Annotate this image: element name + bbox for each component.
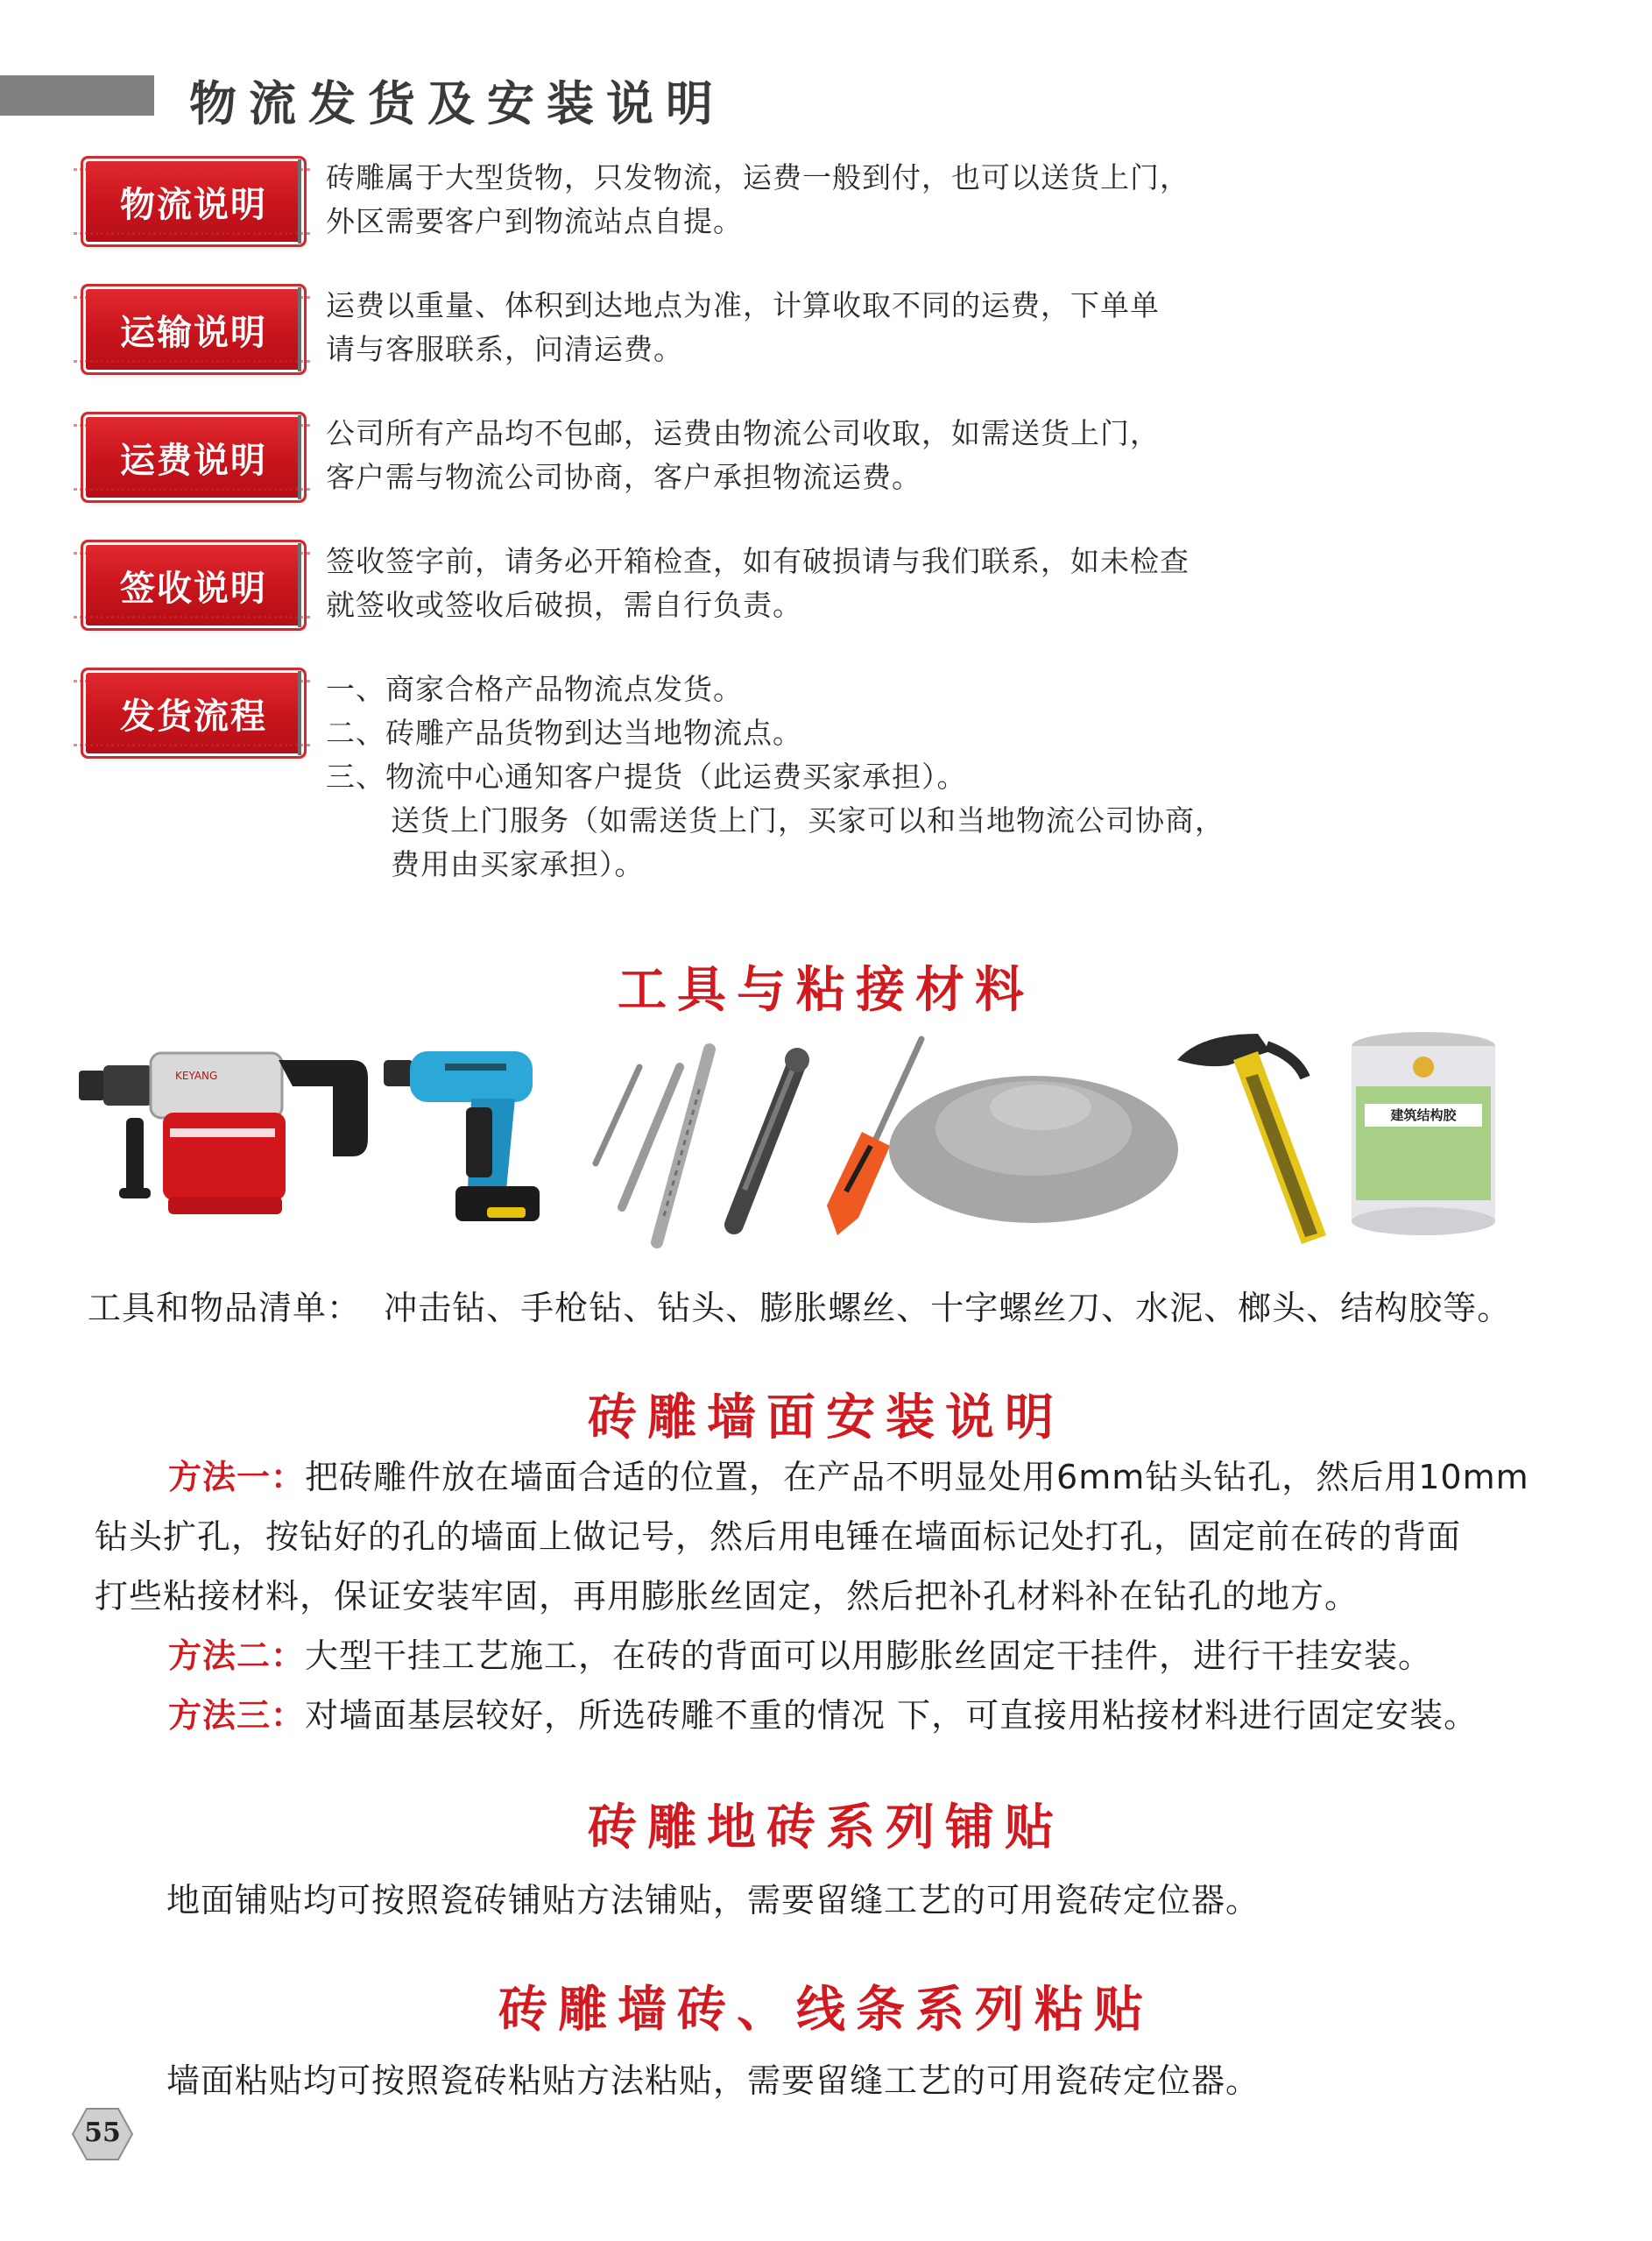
structural-glue-icon [1340,1025,1507,1244]
drill-bits-icon [569,1032,718,1251]
text-line: 请与客服联系，问清运费。 [326,332,683,366]
tool-list-text: 冲击钻、手枪钻、钻头、膨胀螺丝、十字螺丝刀、水泥、榔头、结构胶等。 [384,1289,1512,1327]
delivery-steps [326,668,1377,887]
logistics-text [326,156,1324,244]
hammer-icon [1174,1025,1340,1253]
badge-signing: 签收说明 [86,545,301,626]
method-2-line: 方法二：大型干挂工艺施工，在砖的背面可以用膨胀丝固定干挂件，进行干挂安装。 [168,1637,1433,1675]
cement-icon [885,1051,1183,1227]
text-line: 客户需与物流公司协商，客户承担物流运费。 [326,460,921,494]
step-item: 一、商家合格产品物流点发货。 [326,672,743,706]
text-line: 外区需要客户到物流站点自提。 [326,204,743,238]
tool-list [88,1281,1511,1329]
divider-bar [298,671,301,755]
drill-brand: KEYANG [175,1070,218,1082]
step-note: 送货上门服务（如需送货上门，买家可以和当地物流公司协商， [391,803,1225,838]
method-3-label: 方法三： [168,1696,306,1735]
floor-tiles-title: 砖雕地砖系列铺贴 [588,1799,1064,1856]
badge-logistics: 物流说明 [86,161,301,242]
divider-bar [298,159,301,244]
signing-text [326,540,1324,627]
text-line: 签收签字前，请务必开箱检查，如有破损请与我们联系，如未检查 [326,544,1190,578]
divider-bar [298,543,301,627]
method-1-line: 打些粘接材料，保证安装牢固，再用膨胀丝固定，然后把补孔材料补在钻孔的地方。 [95,1577,1359,1615]
badge-freight: 运费说明 [86,417,301,498]
text-line: 运费以重量、体积到达地点为准，计算收取不同的运费，下单单 [326,288,1160,322]
floor-tiles-text: 地面铺贴均可按照瓷砖铺贴方法铺贴，需要留缝工艺的可用瓷砖定位器。 [166,1881,1260,1919]
step-item: 二、砖雕产品货物到达当地物流点。 [326,716,802,750]
tools-section-title: 工具与粘接材料 [618,961,1034,1019]
tool-list-label: 工具和物品清单： [88,1289,362,1327]
divider-bar [298,287,301,371]
step-item: 三、物流中心通知客户提货（此运费买家承担）。 [326,760,967,794]
impact-drill-icon [79,1034,377,1253]
method-3-line: 方法三：对墙面基层较好，所选砖雕不重的情况 下，可直接用粘接材料进行固定安装。 [168,1696,1479,1735]
glue-label: 建筑结构胶 [1390,1107,1457,1123]
header-bar [0,75,154,116]
method-1-line: 钻头扩孔，按钻好的孔的墙面上做记号，然后用电锤在墙面标记处打孔，固定前在砖的背面 [95,1517,1462,1556]
wall-tiles-text: 墙面粘贴均可按照瓷砖粘贴方法粘贴，需要留缝工艺的可用瓷砖定位器。 [166,2061,1260,2100]
step-note: 费用由买家承担）。 [391,847,645,881]
text-line: 公司所有产品均不包邮，运费由物流公司收取，如需送货上门， [326,416,1160,450]
freight-text [326,412,1324,499]
wall-install-title: 砖雕墙面安装说明 [588,1389,1064,1446]
cordless-drill-icon [384,1032,568,1251]
page-number [72,2107,133,2161]
method-1-label: 方法一： [168,1458,306,1496]
method-2-label: 方法二： [168,1637,306,1675]
divider-bar [298,415,301,499]
page-title: 物流发货及安装说明 [189,75,725,131]
tools-image-row [79,1025,1585,1262]
page-number-text: 55 [84,2117,121,2148]
text-line: 砖雕属于大型货物，只发物流，运费一般到付，也可以送货上门， [326,160,1190,194]
badge-transport: 运输说明 [86,289,301,370]
badge-delivery-process: 发货流程 [86,673,301,753]
wall-tiles-title: 砖雕墙砖、线条系列粘贴 [498,1981,1154,2039]
method-1-line: 方法一：把砖雕件放在墙面合适的位置，在产品不明显处用6mm钻头钻孔，然后用10mm [168,1458,1529,1496]
transport-text [326,284,1324,371]
wall-install-methods [95,1447,1601,1745]
text-line: 就签收或签收后破损，需自行负责。 [326,588,802,622]
expansion-bolt-icon [718,1041,815,1242]
